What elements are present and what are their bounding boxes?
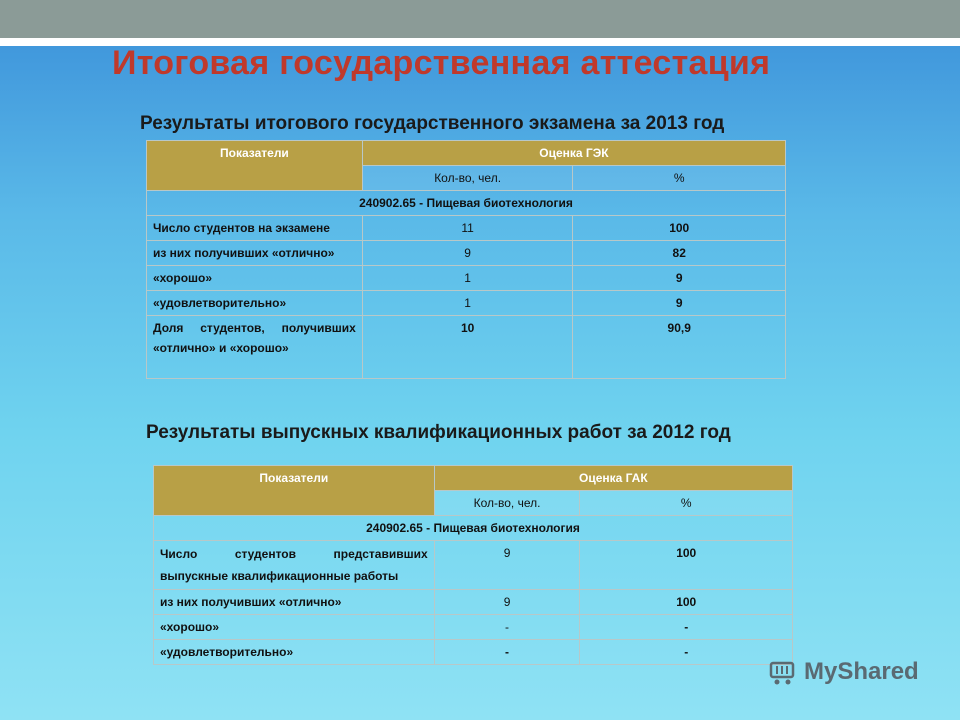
row-label: из них получивших «отлично» bbox=[147, 241, 363, 266]
row-label: «удовлетворительно» bbox=[147, 291, 363, 316]
row-percent: 90,9 bbox=[573, 316, 786, 379]
header-grade: Оценка ГЭК bbox=[362, 141, 785, 166]
row-percent: 82 bbox=[573, 241, 786, 266]
col-count-header: Кол-во, чел. bbox=[362, 166, 573, 191]
row-count: 9 bbox=[434, 541, 580, 590]
row-label: Доля студентов, получивших «отлично» и «хорошо» bbox=[147, 316, 363, 379]
myshared-logo[interactable] bbox=[768, 657, 919, 687]
table-row bbox=[154, 615, 793, 640]
table-row bbox=[147, 216, 786, 241]
exam-results-table bbox=[146, 140, 786, 379]
header-indicators: Показатели bbox=[147, 141, 363, 191]
row-percent: - bbox=[580, 615, 793, 640]
col-percent-header: % bbox=[573, 166, 786, 191]
row-count: - bbox=[434, 640, 580, 665]
row-count: - bbox=[434, 615, 580, 640]
col-count-header: Кол-во, чел. bbox=[434, 491, 580, 516]
row-label: «хорошо» bbox=[154, 615, 435, 640]
table-row bbox=[147, 316, 786, 379]
row-percent: 100 bbox=[573, 216, 786, 241]
section1-heading: Результаты итогового государственного экзамена за 2013 год bbox=[140, 113, 725, 134]
row-label: из них получивших «отлично» bbox=[154, 590, 435, 615]
col-percent-header: % bbox=[580, 491, 793, 516]
header-indicators: Показатели bbox=[154, 466, 435, 516]
row-percent: 9 bbox=[573, 266, 786, 291]
row-label: «хорошо» bbox=[147, 266, 363, 291]
row-count: 1 bbox=[362, 291, 573, 316]
table-row bbox=[154, 640, 793, 665]
row-label: Число студентов на экзамене bbox=[147, 216, 363, 241]
table-row bbox=[147, 241, 786, 266]
top-bar bbox=[0, 0, 960, 38]
row-percent: 100 bbox=[580, 541, 793, 590]
specialty-row: 240902.65 - Пищевая биотехнология bbox=[154, 516, 793, 541]
row-count: 9 bbox=[434, 590, 580, 615]
row-count: 10 bbox=[362, 316, 573, 379]
header-grade: Оценка ГАК bbox=[434, 466, 792, 491]
table-row bbox=[147, 291, 786, 316]
logo-text: MyShared bbox=[804, 658, 919, 685]
row-label: «удовлетворительно» bbox=[154, 640, 435, 665]
row-label: Число студентов представивших выпускные квалификационные работы bbox=[154, 541, 435, 590]
table-row bbox=[154, 541, 793, 590]
table-row bbox=[154, 590, 793, 615]
row-count: 9 bbox=[362, 241, 573, 266]
specialty-row: 240902.65 - Пищевая биотехнология bbox=[147, 191, 786, 216]
row-count: 11 bbox=[362, 216, 573, 241]
row-percent: 9 bbox=[573, 291, 786, 316]
table-row bbox=[147, 266, 786, 291]
thesis-results-table bbox=[153, 465, 793, 665]
section2-heading: Результаты выпускных квалификационных работ за 2012 год bbox=[146, 422, 731, 443]
cart-icon bbox=[768, 657, 798, 687]
row-percent: - bbox=[580, 640, 793, 665]
slide-title: Итоговая государственная аттестация bbox=[112, 44, 771, 82]
row-percent: 100 bbox=[580, 590, 793, 615]
row-count: 1 bbox=[362, 266, 573, 291]
